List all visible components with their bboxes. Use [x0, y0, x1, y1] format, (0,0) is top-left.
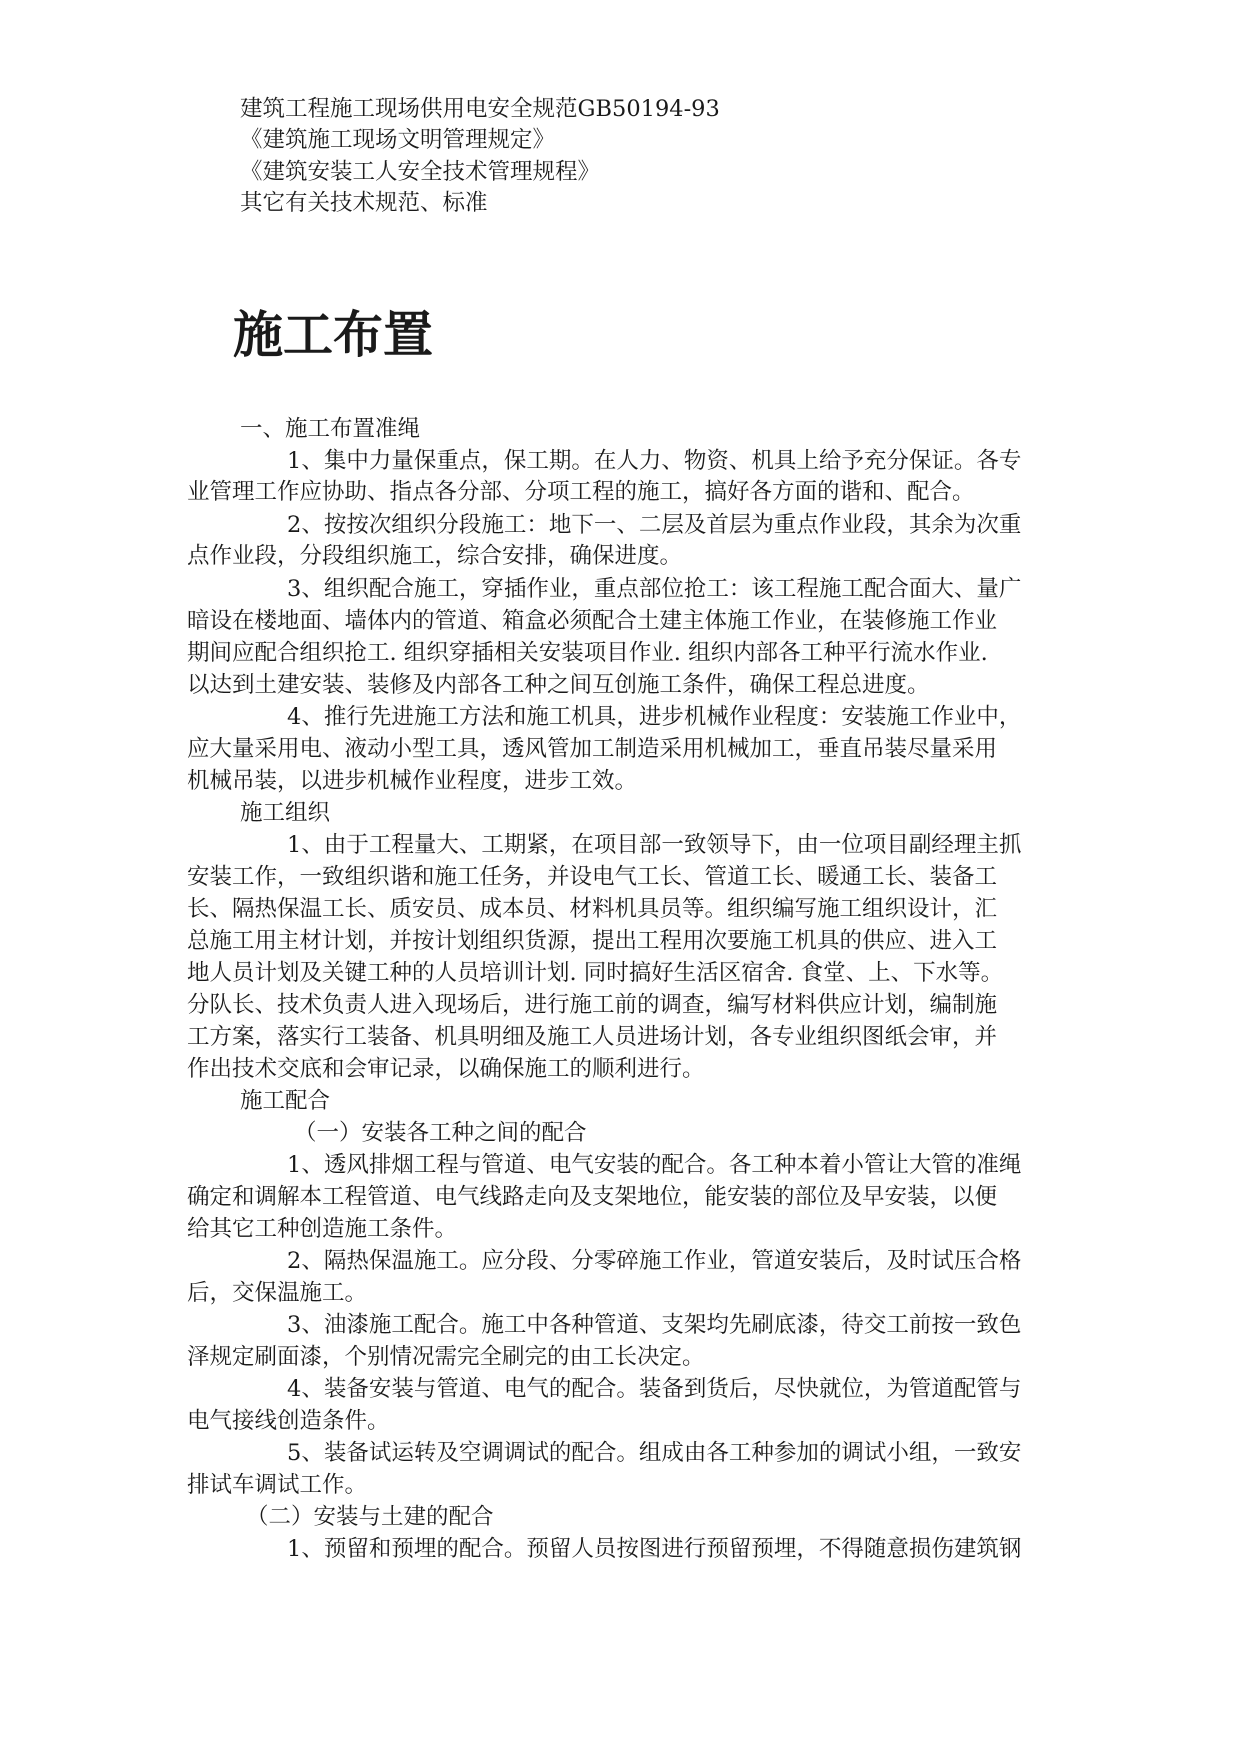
paragraph-line: 业管理工作应协助、指点各分部、分项工程的施工，搞好各方面的谐和、配合。 [187, 479, 975, 505]
paragraph-line: 排试车调试工作。 [187, 1472, 368, 1498]
subsection-title: 一、施工布置准绳 [240, 416, 421, 442]
paragraph-line: 3、油漆施工配合。施工中各种管道、支架均先刷底漆，待交工前按一致色 [287, 1312, 1022, 1338]
paragraph-line: 4、装备安装与管道、电气的配合。装备到货后，尽快就位，为管道配管与 [287, 1376, 1022, 1402]
paragraph-line: 1、透风排烟工程与管道、电气安装的配合。各工种本着小管让大管的准绳 [287, 1152, 1022, 1178]
paragraph-line: 确定和调解本工程管道、电气线路走向及支架地位，能安装的部位及早安装，以便 [187, 1184, 998, 1210]
paragraph-line: 应大量采用电、液动小型工具，透风管加工制造采用机械加工，垂直吊装尽量采用 [187, 736, 998, 762]
paragraph-line: 总施工用主材计划，并按计划组织货源，提出工程用次要施工机具的供应、进入工 [187, 928, 998, 954]
paragraph-line: 1、预留和预埋的配合。预留人员按图进行预留预埋，不得随意损伤建筑钢 [287, 1536, 1022, 1562]
paragraph-line: 给其它工种创造施工条件。 [187, 1216, 458, 1242]
paragraph-line: 后，交保温施工。 [187, 1280, 368, 1306]
paragraph-line: 1、由于工程量大、工期紧，在项目部一致领导下，由一位项目副经理主抓 [287, 832, 1022, 858]
paragraph-line: 1、集中力量保重点，保工期。在人力、物资、机具上给予充分保证。各专 [287, 448, 1022, 474]
reference-line: 《建筑施工现场文明管理规定》 [240, 127, 556, 153]
paragraph-line: 分队长、技术负责人进入现场后，进行施工前的调查，编写材料供应计划，编制施 [187, 992, 998, 1018]
section-heading: 施工布置 [233, 305, 433, 364]
reference-line: 建筑工程施工现场供用电安全规范GB50194-93 [240, 96, 720, 122]
paragraph-line: 机械吊装，以进步机械作业程度，进步工效。 [187, 768, 638, 794]
paragraph-line: 2、按按次组织分段施工：地下一、二层及首层为重点作业段，其余为次重 [287, 512, 1022, 538]
paragraph-line: 长、隔热保温工长、质安员、成本员、材料机具员等。组织编写施工组织设计，汇 [187, 896, 998, 922]
paragraph-line: 安装工作，一致组织谐和施工任务，并设电气工长、管道工长、暖通工长、装备工 [187, 864, 998, 890]
paragraph-line: 5、装备试运转及空调调试的配合。组成由各工种参加的调试小组，一致安 [287, 1440, 1022, 1466]
sub-subsection-title: （一）安装各工种之间的配合 [294, 1120, 587, 1146]
paragraph-line: 电气接线创造条件。 [187, 1408, 390, 1434]
sub-subsection-title: （二）安装与土建的配合 [246, 1504, 494, 1530]
paragraph-line: 4、推行先进施工方法和施工机具，进步机械作业程度：安装施工作业中， [287, 704, 1022, 730]
subsection-title: 施工组织 [240, 800, 331, 826]
paragraph-line: 地人员计划及关键工种的人员培训计划. 同时搞好生活区宿舍. 食堂、上、下水等。 [187, 960, 1004, 986]
paragraph-line: 以达到土建安装、装修及内部各工种之间互创施工条件，确保工程总进度。 [187, 672, 930, 698]
paragraph-line: 点作业段，分段组织施工，综合安排，确保进度。 [187, 543, 683, 569]
paragraph-line: 作出技术交底和会审记录，以确保施工的顺利进行。 [187, 1056, 705, 1082]
paragraph-line: 工方案，落实行工装备、机具明细及施工人员进场计划，各专业组织图纸会审，并 [187, 1024, 998, 1050]
paragraph-line: 泽规定刷面漆，个别情况需完全刷完的由工长决定。 [187, 1344, 705, 1370]
reference-line: 其它有关技术规范、标准 [240, 190, 488, 216]
paragraph-line: 暗设在楼地面、墙体内的管道、箱盒必须配合土建主体施工作业，在装修施工作业 [187, 608, 998, 634]
paragraph-line: 期间应配合组织抢工. 组织穿插相关安装项目作业. 组织内部各工种平行流水作业. [187, 640, 988, 666]
paragraph-line: 3、组织配合施工，穿插作业，重点部位抢工：该工程施工配合面大、量广 [287, 576, 1022, 602]
subsection-title: 施工配合 [240, 1088, 331, 1114]
reference-line: 《建筑安装工人安全技术管理规程》 [240, 159, 601, 185]
paragraph-line: 2、隔热保温施工。应分段、分零碎施工作业，管道安装后，及时试压合格 [287, 1248, 1022, 1274]
